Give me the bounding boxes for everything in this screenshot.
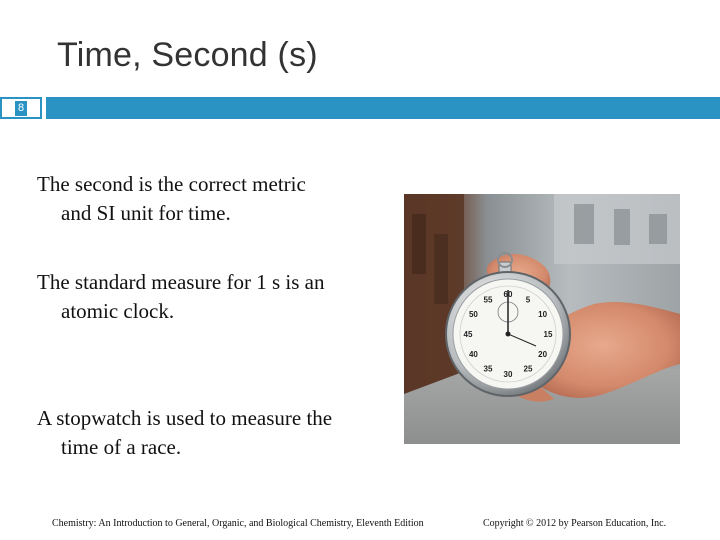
stopwatch-photo [404,194,680,444]
bullet-1-line2: and SI unit for time. [61,201,231,225]
dial-number: 45 [463,330,473,339]
dial-number: 40 [468,350,478,359]
bullet-1-line1: The second is the correct metric [37,172,306,196]
bullet-2 [37,268,387,326]
title-accent-bar [46,97,720,119]
dial-number: 15 [543,330,553,339]
bullet-3-line1: A stopwatch is used to measure the [37,406,333,430]
dial-number: 5 [525,295,531,305]
bullet-3 [37,404,387,462]
footer-copyright: Copyright © 2012 by Pearson Education, Inc. [483,518,667,529]
dial-number: 55 [483,295,493,305]
dial-number: 50 [468,310,478,319]
dial-number: 20 [538,350,548,359]
footer-textbook-citation: Chemistry: An Introduction to General, Organic, and Biological Chemistry, Eleventh Edition [52,518,424,529]
dial-number: 60 [503,290,513,299]
dial-number: 35 [483,364,493,374]
bullet-3-line2: time of a race. [61,435,182,459]
dial-number: 30 [503,370,513,379]
slide-number: 8 [15,101,27,116]
dial-number: 10 [538,310,548,319]
dial-number: 25 [523,364,533,374]
bullet-1 [37,170,387,228]
slide-title: Time, Second (s) [57,36,318,74]
bullet-2-line2: atomic clock. [61,299,175,323]
bullet-2-line1: The standard measure for 1 s is an [37,270,325,294]
